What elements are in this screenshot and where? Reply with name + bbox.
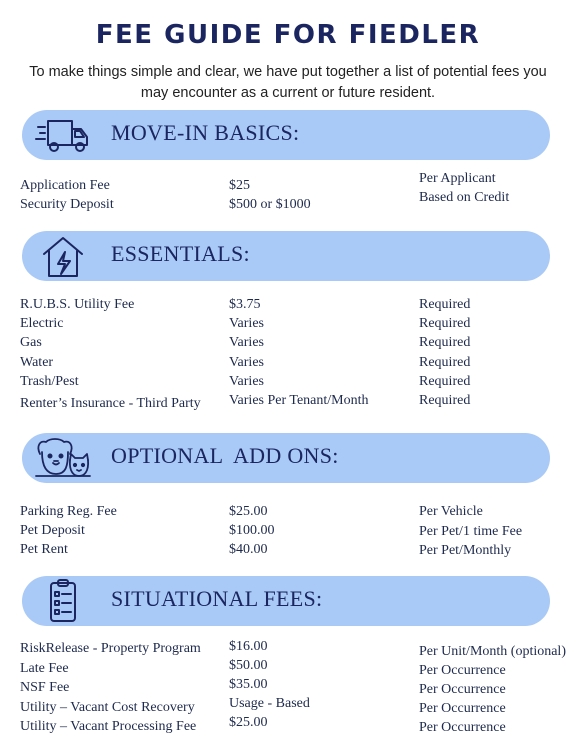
clipboard-list-icon: [34, 579, 92, 623]
fee-name: Pet Deposit: [20, 523, 85, 538]
fee-note: Per Pet/1 time Fee: [419, 524, 523, 539]
fee-amount: $50.00: [229, 658, 268, 673]
fee-name: Parking Reg. Fee: [20, 504, 117, 519]
fee-note: Per Occurrence: [419, 720, 506, 735]
fee-name: Application Fee: [20, 178, 110, 193]
fee-amount: Usage - Based: [229, 696, 310, 711]
dog-and-cat-icon: [34, 436, 92, 480]
truck-icon: [34, 113, 92, 157]
section-banner-move-in-basics: [22, 110, 550, 160]
fee-note: Per Occurrence: [419, 682, 506, 697]
fee-row: [0, 355, 576, 374]
fee-note: Required: [419, 374, 471, 389]
fee-amount: Varies: [229, 335, 264, 350]
fee-name: RiskRelease - Property Program: [20, 641, 201, 656]
fee-note: Required: [419, 393, 471, 408]
fee-amount: $3.75: [229, 297, 261, 312]
section-banner-situational-fees: [22, 576, 550, 626]
fee-amount: $40.00: [229, 542, 268, 557]
section-title: MOVE-IN BASICS:: [111, 120, 300, 145]
fee-note: Required: [419, 316, 471, 331]
fee-row: [0, 715, 576, 738]
fee-note: Per Occurrence: [419, 663, 506, 678]
fee-name: Electric: [20, 316, 64, 331]
section-title: SITUATIONAL FEES:: [111, 586, 323, 611]
fee-note: Required: [419, 297, 471, 312]
fee-name: Water: [20, 355, 54, 370]
fee-row: [0, 641, 576, 660]
fee-amount: Varies: [229, 316, 264, 331]
section-banner-essentials: [22, 231, 550, 281]
fee-name: Pet Rent: [20, 542, 68, 557]
fee-row: [0, 542, 576, 561]
house-lightning-icon: [34, 234, 92, 278]
fee-note: Required: [419, 355, 471, 370]
page-title: FEE GUIDE FOR FIEDLER: [95, 20, 481, 50]
fee-note: Required: [419, 335, 471, 350]
fee-row: [0, 316, 576, 335]
fee-amount: Varies: [229, 355, 264, 370]
section-banner-optional-add-ons: [22, 433, 550, 483]
fee-name: Trash/Pest: [20, 374, 79, 389]
fee-note: Per Applicant: [419, 171, 496, 186]
fee-amount: $25.00: [229, 715, 268, 730]
fee-note: Per Pet/Monthly: [419, 543, 512, 558]
fee-amount: $16.00: [229, 639, 268, 654]
fee-amount: Varies Per Tenant/Month: [229, 393, 369, 408]
section-title: ESSENTIALS:: [111, 241, 250, 266]
fee-name: Renter’s Insurance - Third Party: [20, 396, 201, 411]
fee-amount: $25.00: [229, 504, 268, 519]
fee-row: [0, 696, 576, 719]
fee-row: [0, 523, 576, 542]
fee-row: [0, 504, 576, 523]
fee-amount: $35.00: [229, 677, 268, 692]
fee-row: [0, 374, 576, 393]
fee-amount: $25: [229, 178, 250, 193]
fee-row: [0, 393, 576, 415]
fee-note: Per Vehicle: [419, 504, 483, 519]
page-subtitle: To make things simple and clear, we have put together a list of potential fees you may encounter as a current or future resident.: [29, 64, 547, 101]
fee-name: Gas: [20, 335, 42, 350]
fee-note: Per Occurrence: [419, 701, 506, 716]
fee-name: R.U.B.S. Utility Fee: [20, 297, 135, 312]
fee-row: [0, 297, 576, 316]
fee-name: Utility – Vacant Processing Fee: [20, 719, 197, 734]
fee-note: Per Unit/Month (optional): [419, 644, 566, 659]
fee-name: Security Deposit: [20, 197, 114, 212]
fee-amount: $500 or $1000: [229, 197, 311, 212]
fee-note: Based on Credit: [419, 190, 510, 205]
fee-name: Late Fee: [20, 661, 69, 676]
fee-row: [0, 335, 576, 354]
fee-name: Utility – Vacant Cost Recovery: [20, 700, 195, 715]
fee-amount: Varies: [229, 374, 264, 389]
fee-name: NSF Fee: [20, 680, 70, 695]
fee-row: [0, 658, 576, 680]
section-title: OPTIONAL ADD ONS:: [111, 443, 339, 468]
fee-row: [0, 190, 576, 216]
fee-amount: $100.00: [229, 523, 275, 538]
